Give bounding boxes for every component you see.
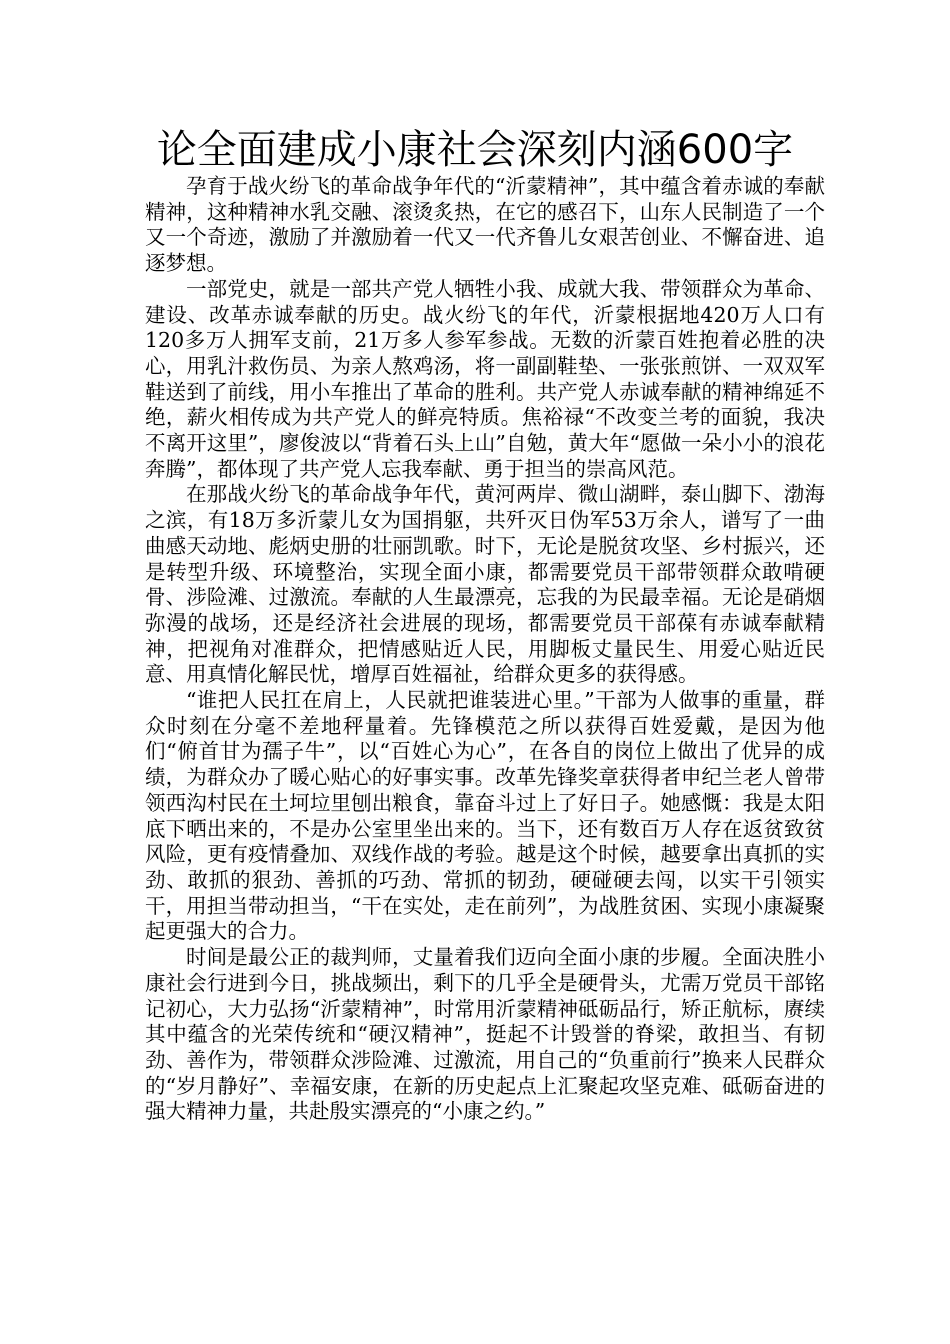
paragraph: 在那战火纷飞的革命战争年代，黄河两岸、微山湖畔，泰山脚下、渤海之滨，有18万多沂蒙儿女为国捐躯，共歼灭日伪军53万余人，谱写了一曲曲感天动地、彪炳史册的壮丽凯歌。时下，无论是脱贫攻坚、乡村振兴，还是转型升级、环境整治，实现全面小康，都需要党员干部带领群众敢啃硬骨、涉险滩、过激流。奉献的人生最漂亮，忘我的为民最幸福。无论是硝烟弥漫的战场，还是经济社会进展的现场，都需要党员干部葆有赤诚奉献精神，把视角对准群众，把情感贴近人民，用脚板丈量民生、用爱心贴近民意、用真情化解民忧，增厚百姓福祉，给群众更多的获得感。 bbox=[145, 482, 825, 687]
document-body bbox=[145, 174, 825, 1125]
document-title: 论全面建成小康社会深刻内涵600字 bbox=[156, 127, 794, 173]
paragraph: 孕育于战火纷飞的革命战争年代的“沂蒙精神”，其中蕴含着赤诚的奉献精神，这种精神水乳交融、滚烫炙热，在它的感召下，山东人民制造了一个又一个奇迹，激励了并激励着一代又一代齐鲁儿女艰苦创业、不懈奋进、追逐梦想。 bbox=[145, 174, 825, 276]
paragraph: “谁把人民扛在肩上，人民就把谁装进心里。”干部为人做事的重量，群众时刻在分毫不差地秤量着。先锋模范之所以获得百姓爱戴，是因为他们“俯首甘为孺子牛”，以“百姓心为心”，在各自的岗位上做出了优异的成绩，为群众办了暖心贴心的好事实事。改革先锋奖章获得者申纪兰老人曾带领西沟村民在土坷垃里刨出粮食，靠奋斗过上了好日子。她感慨：我是太阳底下晒出来的，不是办公室里坐出来的。当下，还有数百万人存在返贫致贫风险，更有疫情叠加、双线作战的考验。越是这个时候，越要拿出真抓的实劲、敢抓的狠劲、善抓的巧劲、常抓的韧劲，硬碰硬去闯，以实干引领实干，用担当带动担当，“干在实处，走在前列”，为战胜贫困、实现小康凝聚起更强大的合力。 bbox=[145, 688, 825, 944]
paragraph: 一部党史，就是一部共产党人牺牲小我、成就大我、带领群众为革命、建设、改革赤诚奉献的历史。战火纷飞的年代，沂蒙根据地420万人口有120多万人拥军支前，21万多人参军参战。无数的沂蒙百姓抱着必胜的决心，用乳汁救伤员、为亲人熬鸡汤，将一副副鞋垫、一张张煎饼、一双双军鞋送到了前线，用小车推出了革命的胜利。共产党人赤诚奉献的精神绵延不绝，薪火相传成为共产党人的鲜亮特质。焦裕禄“不改变兰考的面貌，我决不离开这里”，廖俊波以“背着石头上山”自勉，黄大年“愿做一朵小小的浪花奔腾”，都体现了共产党人忘我奉献、勇于担当的崇高风范。 bbox=[145, 276, 825, 481]
paragraph: 时间是最公正的裁判师，丈量着我们迈向全面小康的步履。全面决胜小康社会行进到今日，挑战频出，剩下的几乎全是硬骨头，尤需万党员干部铭记初心，大力弘扬“沂蒙精神”，时常用沂蒙精神砥砺品行，矫正航标，赓续其中蕴含的光荣传统和“硬汉精神”，挺起不计毁誉的脊梁，敢担当、有韧劲、善作为，带领群众涉险滩、过激流，用自己的“负重前行”换来人民群众的“岁月静好”、幸福安康，在新的历史起点上汇聚起攻坚克难、砥砺奋进的强大精神力量，共赴殷实漂亮的“小康之约。” bbox=[145, 945, 825, 1124]
